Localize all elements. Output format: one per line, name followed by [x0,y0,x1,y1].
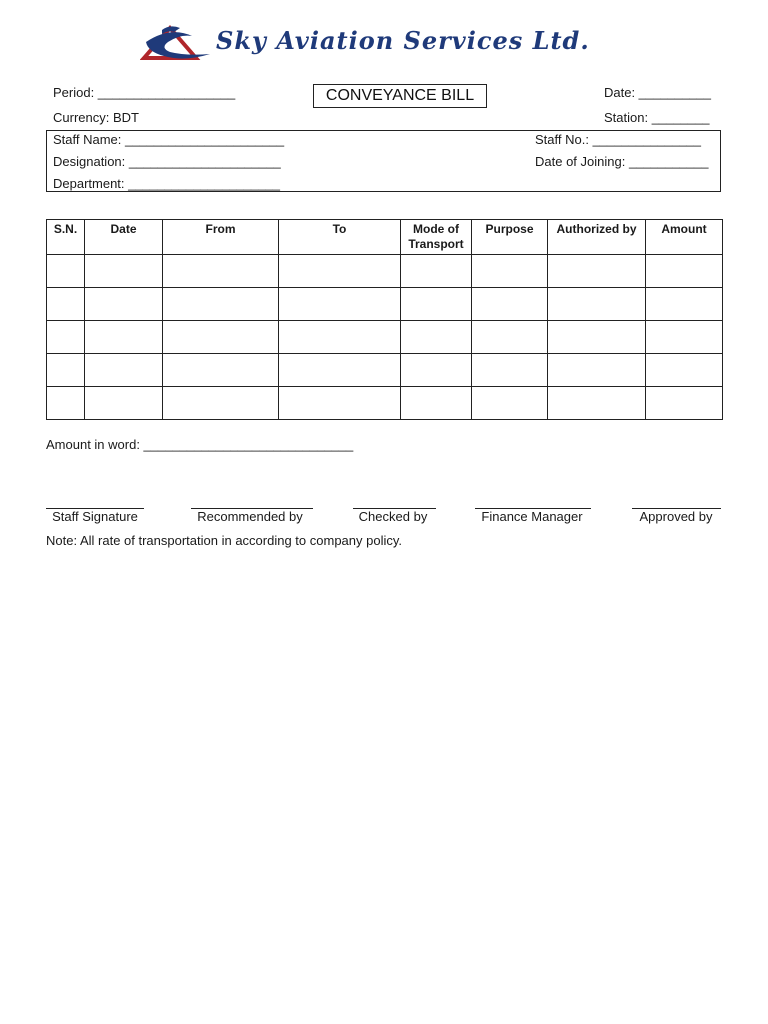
table-row [47,288,723,321]
table-cell[interactable] [401,321,472,354]
date-field[interactable]: Date: __________ [604,85,711,100]
col-header-from: From [163,220,279,255]
department-field[interactable]: Department: _____________________ [53,176,280,191]
table-cell[interactable] [163,321,279,354]
checked-by-label: Checked by [358,509,428,524]
company-name: Sky Aviation Services Ltd. [216,26,590,55]
table-cell[interactable] [472,255,548,288]
currency-label: Currency: BDT [53,110,139,125]
table-cell[interactable] [163,387,279,420]
table-cell[interactable] [548,321,646,354]
col-header-amount: Amount [646,220,723,255]
table-cell[interactable] [401,288,472,321]
policy-note: Note: All rate of transportation in according to company policy. [46,533,403,548]
date-of-joining-field[interactable]: Date of Joining: ___________ [535,154,709,169]
table-cell[interactable] [279,321,401,354]
staff-name-field[interactable]: Staff Name: ______________________ [53,132,285,147]
table-cell[interactable] [85,354,163,387]
table-cell[interactable] [548,387,646,420]
amount-in-word-field[interactable]: Amount in word: _____________________________ [46,437,354,452]
designation-field[interactable]: Designation: _____________________ [53,154,281,169]
table-cell[interactable] [47,288,85,321]
table-cell[interactable] [85,255,163,288]
table-cell[interactable] [472,321,548,354]
col-header-to: To [279,220,401,255]
table-cell[interactable] [472,387,548,420]
table-row [47,321,723,354]
table-cell[interactable] [163,354,279,387]
table-cell[interactable] [85,387,163,420]
table-cell[interactable] [646,387,723,420]
table-cell[interactable] [472,288,548,321]
table-cell[interactable] [401,255,472,288]
station-field[interactable]: Station: ________ [604,110,710,125]
table-cell[interactable] [85,288,163,321]
table-cell[interactable] [47,255,85,288]
col-header-date: Date [85,220,163,255]
table-cell[interactable] [163,288,279,321]
col-header-purpose: Purpose [472,220,548,255]
table-cell[interactable] [279,255,401,288]
table-cell[interactable] [85,321,163,354]
table-cell[interactable] [646,255,723,288]
table-cell[interactable] [646,354,723,387]
table-cell[interactable] [279,288,401,321]
table-cell[interactable] [472,354,548,387]
staff-no-field[interactable]: Staff No.: _______________ [535,132,702,147]
recommended-by-label: Recommended by [197,509,303,524]
approved-by-label: Approved by [639,509,713,524]
airline-logo-icon [140,22,214,64]
table-row [47,387,723,420]
table-cell[interactable] [163,255,279,288]
finance-manager-label: Finance Manager [481,509,583,524]
col-header-sn: S.N. [47,220,85,255]
table-cell[interactable] [401,354,472,387]
table-cell[interactable] [47,354,85,387]
staff-signature-label: Staff Signature [52,509,138,524]
table-cell[interactable] [47,321,85,354]
table-cell[interactable] [279,354,401,387]
table-row [47,255,723,288]
table-cell[interactable] [548,288,646,321]
conveyance-table [46,219,723,420]
table-cell[interactable] [548,354,646,387]
form-title: CONVEYANCE BILL [313,84,487,108]
table-cell[interactable] [47,387,85,420]
period-field[interactable]: Period: ___________________ [53,85,236,100]
table-cell[interactable] [646,321,723,354]
table-header-row [47,220,723,255]
staff-info-box [46,130,721,192]
table-row [47,354,723,387]
col-header-mode: Mode of Transport [401,220,472,255]
table-cell[interactable] [646,288,723,321]
table-cell[interactable] [548,255,646,288]
table-cell[interactable] [279,387,401,420]
col-header-authorized: Authorized by [548,220,646,255]
table-cell[interactable] [401,387,472,420]
